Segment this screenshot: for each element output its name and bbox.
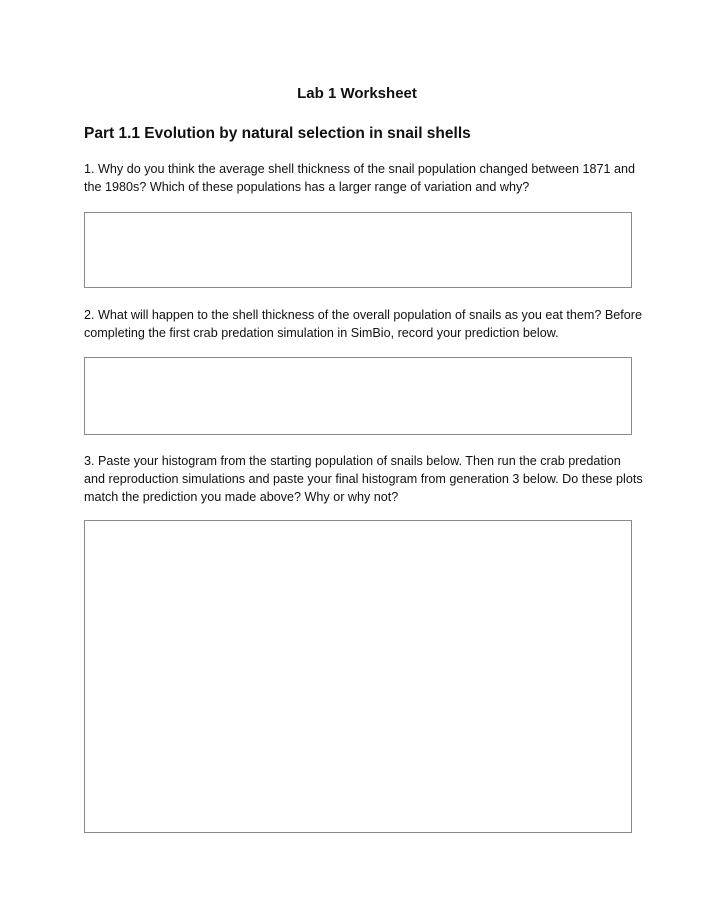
question-1-text: 1. Why do you think the average shell thickness of the snail population changed between 1871 and the 1980s? Which of these populations has a larger range of variation and why?: [84, 162, 636, 194]
question-3-text: 3. Paste your histogram from the starting population of snails below. Then run the crab predation and reproduction simulations and paste your final histogram from generation 3 below. Do these plots match the prediction you made above? Why or why not?: [84, 454, 643, 504]
page-title: Lab 1 Worksheet: [297, 85, 417, 102]
question-2-answer-box[interactable]: [84, 357, 632, 435]
question-2-text: 2. What will happen to the shell thickness of the overall population of snails as you eat them? Before completing the first crab predation simulation in SimBio, record your prediction below.: [84, 308, 642, 340]
question-3-answer-box[interactable]: [84, 520, 632, 833]
section-heading: Part 1.1 Evolution by natural selection in snail shells: [84, 125, 471, 142]
question-1-answer-box[interactable]: [84, 212, 632, 288]
